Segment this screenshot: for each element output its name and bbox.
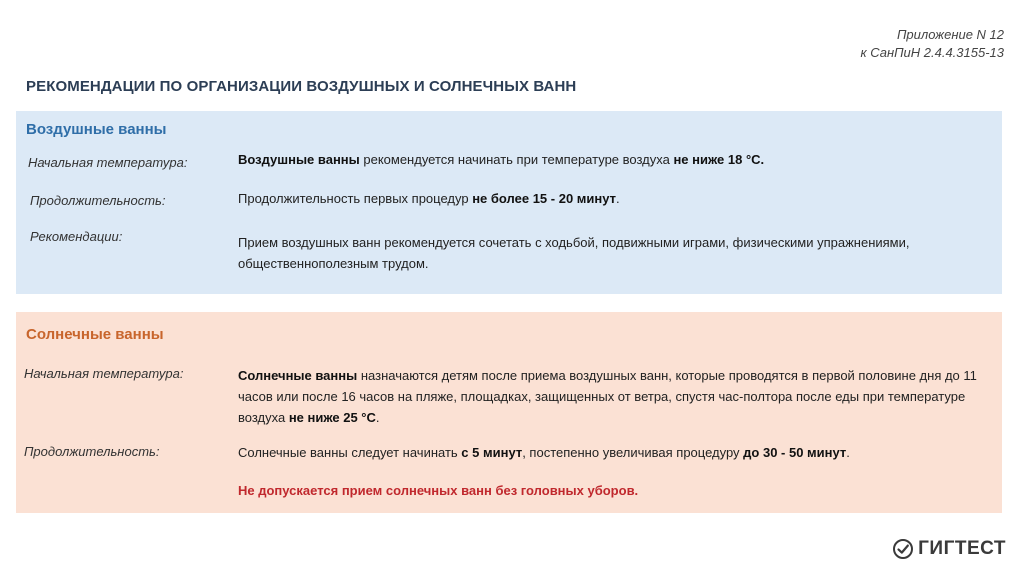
logo-text: ГИГТЕСТ: [918, 538, 1006, 559]
sun-baths-panel: [16, 312, 1002, 513]
air-duration-bold-1: не более 15 - 20 минут: [472, 191, 617, 206]
air-duration-text-1: Продолжительность первых процедур: [238, 191, 473, 206]
air-duration-text: [238, 188, 988, 209]
air-temp-label: Начальная температура:: [28, 155, 188, 170]
air-recommendations-label: Рекомендации:: [30, 229, 123, 244]
sun-duration-text-3: .: [846, 445, 850, 460]
sun-temp-bold-2: не ниже 25 °С: [288, 410, 376, 425]
air-temp-bold-2: не ниже 18 °С.: [673, 152, 765, 167]
appendix-line-2: к СанПиН 2.4.4.3155-13: [860, 45, 1004, 60]
air-baths-heading: Воздушные ванны: [26, 121, 167, 138]
sun-temp-bold-1: Солнечные ванны: [238, 368, 358, 383]
sun-temp-text-2: .: [375, 410, 380, 425]
check-circle-icon: [892, 538, 914, 560]
page-title: РЕКОМЕНДАЦИИ ПО ОРГАНИЗАЦИИ ВОЗДУШНЫХ И СОЛНЕЧНЫХ ВАНН: [26, 78, 577, 95]
sun-duration-bold-1: с 5 минут: [461, 445, 523, 460]
sun-duration-bold-2: до 30 - 50 минут: [743, 445, 847, 460]
sun-warning-text: Не допускается прием солнечных ванн без головных уборов.: [238, 483, 639, 498]
sun-duration-text: [238, 442, 988, 463]
appendix-note: [860, 26, 1004, 62]
sun-duration-text-2: , постепенно увеличивая процедуру: [522, 445, 744, 460]
sun-baths-heading: Солнечные ванны: [26, 326, 164, 343]
air-temp-text-1: рекомендуется начинать при температуре воздуха: [359, 152, 674, 167]
air-baths-panel: [16, 111, 1002, 294]
sun-temp-text: [238, 365, 988, 428]
air-duration-label: Продолжительность:: [30, 193, 166, 208]
sun-duration-text-1: Солнечные ванны следует начинать: [238, 445, 462, 460]
air-recommendations-text: Прием воздушных ванн рекомендуется сочетать с ходьбой, подвижными играми, физическими упражнениями, общественнополезным трудом.: [238, 235, 910, 271]
appendix-line-1: Приложение N 12: [896, 27, 1004, 42]
sun-temp-text-1: назначаются детям после приема воздушных ванн, которые проводятся в первой половине дня до 11 часов или после 16 часов на пляже, площадках, защищенных от ветра, спустя час-полтора после еды при температуре воздуха: [238, 368, 977, 425]
sun-temp-label: Начальная температура:: [24, 366, 184, 381]
air-duration-text-2: .: [616, 191, 620, 206]
air-temp-text: [238, 149, 988, 170]
sun-duration-label: Продолжительность:: [24, 444, 160, 459]
air-temp-bold-1: Воздушные ванны: [238, 152, 360, 167]
gigtest-logo: [892, 538, 1006, 560]
